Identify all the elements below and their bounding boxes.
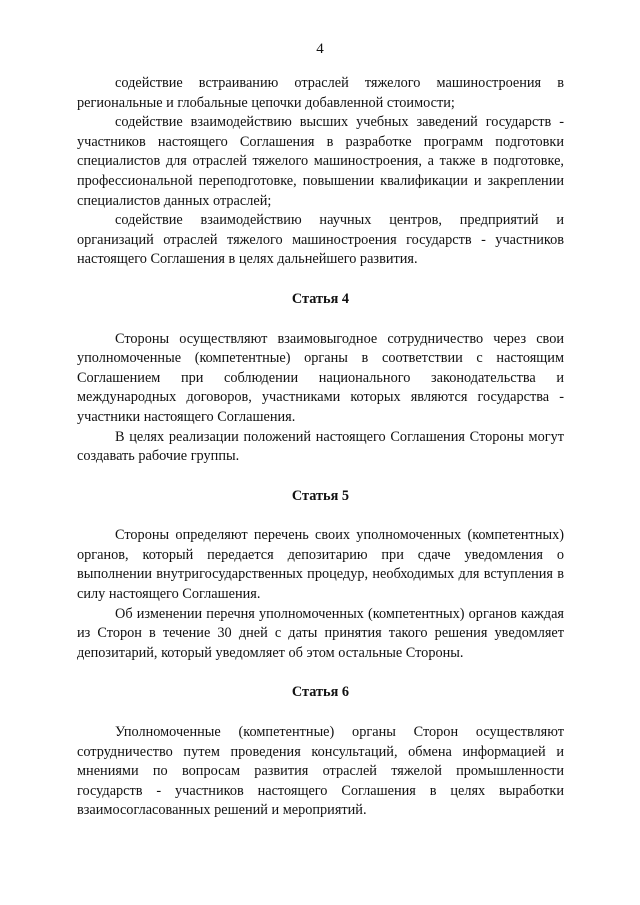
intro-paragraph-2: содействие взаимодействию высших учебных заведений государств - участников настоящего Соглашения в разработке программ подготовки специалистов для отраслей тяжелого машиностроения, а также в подготовке, профессиональной переподготовке, повышении квалификации и закреплении специалистов данных отраслей; <box>77 114 564 209</box>
article-5-paragraph-2: Об изменении перечня уполномоченных (компетентных) органов каждая из Сторон в течение 30 дней с даты принятия такого решения уведомляет депозитарий, который уведомляет об этом остальные Стороны. <box>77 605 564 661</box>
article-4-heading: Статья 4 <box>291 290 350 307</box>
article-5-heading: Статья 5 <box>291 487 350 504</box>
article-6-body <box>77 723 564 821</box>
article-6-paragraph-1: Уполномоченные (компетентные) органы Сторон осуществляют сотрудничество путем проведения консультаций, обмена информацией и мнениями по вопросам развития отраслей тяжелой промышленности государств - участников настоящего Соглашения в целях выработки взаимосогласованных решений и мероприятий. <box>77 724 564 819</box>
article-4-paragraph-1: Стороны осуществляют взаимовыгодное сотрудничество через свои уполномоченные (компетентные) органы в соответствии с настоящим Соглашением при соблюдении национального законодательства и международных договоров, участниками которых являются государства - участники настоящего Соглашения. <box>77 330 564 425</box>
page-number: 4 <box>316 41 324 57</box>
intro-paragraph-1: содействие встраиванию отраслей тяжелого машиностроения в региональные и глобальные цепочки добавленной стоимости; <box>77 75 564 111</box>
article-5-paragraph-1: Стороны определяют перечень своих уполномоченных (компетентных) органов, который передается депозитарию при сдаче уведомления о выполнении внутригосударственных процедур, необходимых для вступления в силу настоящего Соглашения. <box>77 527 564 603</box>
intro-paragraph-3: содействие взаимодействию научных центров, предприятий и организаций отраслей тяжелого машиностроения государств - участников настоящего Соглашения в целях дальнейшего развития. <box>77 212 564 268</box>
article-4-paragraph-2: В целях реализации положений настоящего Соглашения Стороны могут создавать рабочие группы. <box>77 428 564 465</box>
document-body <box>77 74 564 821</box>
article-4-body <box>77 330 564 467</box>
article-5-body <box>77 526 564 663</box>
article-6-heading: Статья 6 <box>291 684 350 701</box>
